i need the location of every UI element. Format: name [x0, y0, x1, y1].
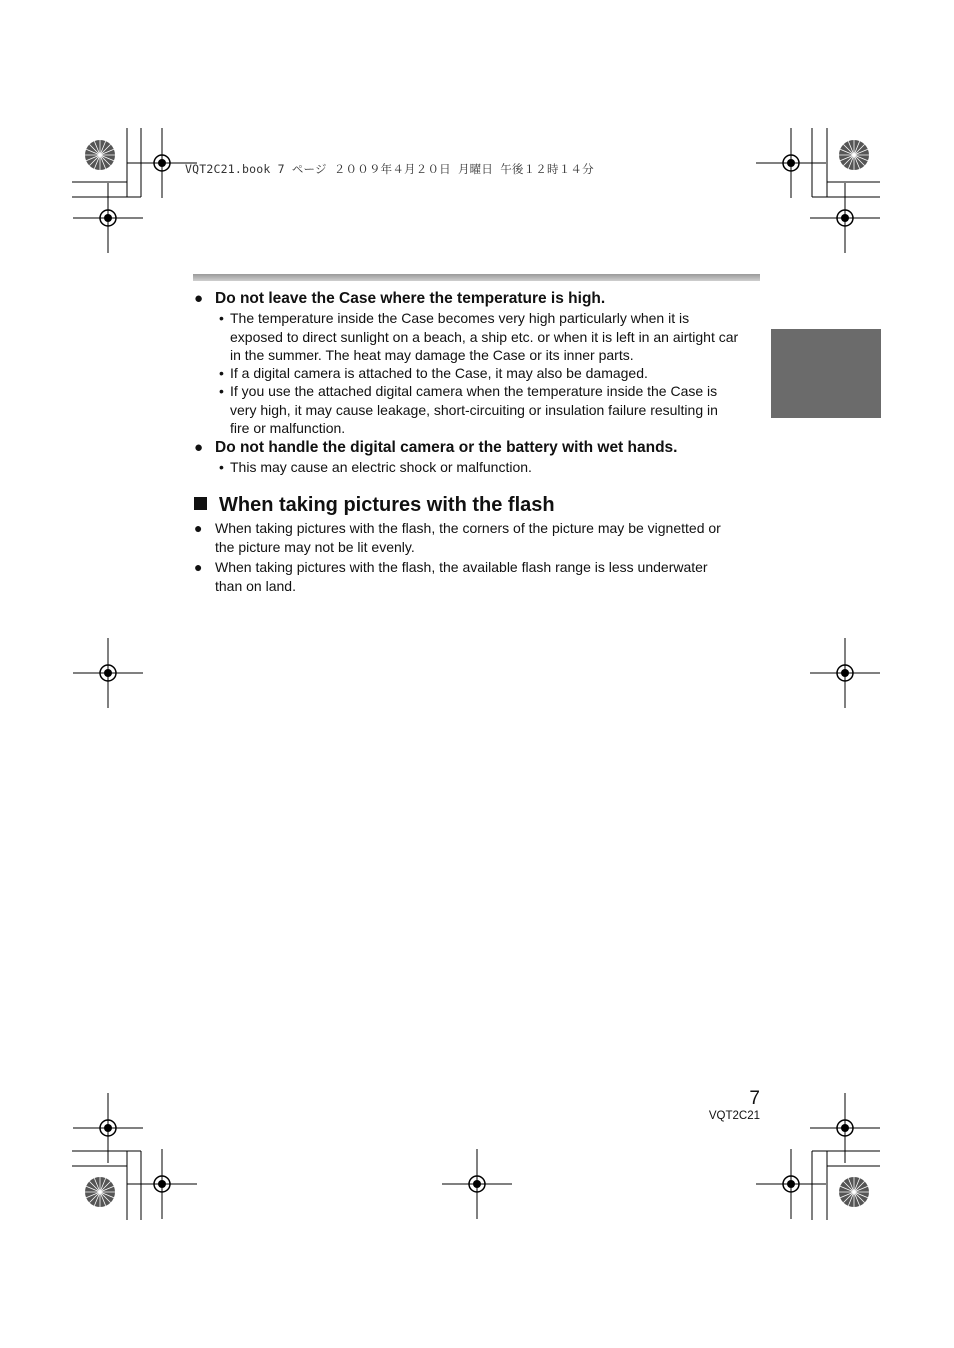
- file-info-header: VQT2C21.book 7 ページ ２００９年４月２０日 月曜日 午後１２時１４分: [185, 162, 594, 176]
- flash-note: When taking pictures with the flash, the corners of the picture may be vignetted or the picture may not be lit evenly.: [215, 520, 721, 555]
- rosette-icon: [85, 1177, 115, 1207]
- sub-bullet-item: • This may cause an electric shock or malfunction.: [219, 459, 532, 475]
- sub-bullet-icon: •: [219, 365, 224, 381]
- crosshair-icon: [73, 638, 143, 708]
- sub-bullet-item: • If a digital camera is attached to the Case, it may also be damaged.: [219, 365, 648, 381]
- crosshair-icon: [810, 1093, 880, 1163]
- square-bullet-icon: [194, 497, 207, 510]
- rosette-icon: [839, 1177, 869, 1207]
- rosette-icon: [839, 140, 869, 170]
- crosshair-icon: [756, 1149, 826, 1219]
- sub-bullet-icon: •: [219, 310, 224, 326]
- rosette-icon: [85, 140, 115, 170]
- flash-note: When taking pictures with the flash, the available flash range is less underwater than on land.: [215, 559, 708, 594]
- warning-heading: Do not leave the Case where the temperature is high.: [215, 290, 606, 307]
- sub-bullet-item: • If you use the attached digital camera when the temperature inside the Case is very high, it may cause leakage, short-circuiting or insulation failure resulting in fire or malfunction.: [219, 383, 718, 436]
- crosshair-icon: [442, 1149, 512, 1219]
- crosshair-icon: [73, 183, 143, 253]
- crosshair-icon: [127, 1149, 197, 1219]
- bullet-icon: ●: [194, 559, 203, 575]
- bullet-icon: ●: [194, 439, 204, 456]
- crosshair-icon: [756, 128, 826, 198]
- sub-bullet-icon: •: [219, 459, 224, 475]
- section-heading: When taking pictures with the flash: [194, 494, 555, 517]
- bullet-icon: ●: [194, 290, 204, 307]
- crosshair-icon: [73, 1093, 143, 1163]
- section-rule: [193, 274, 760, 281]
- sub-bullet-icon: •: [219, 383, 224, 399]
- warning-heading: Do not handle the digital camera or the battery with wet hands.: [215, 439, 678, 456]
- page-number: 7: [749, 1088, 760, 1109]
- bullet-icon: ●: [194, 520, 203, 536]
- crosshair-icon: [810, 638, 880, 708]
- side-tab: [771, 329, 881, 418]
- sub-bullet-item: • The temperature inside the Case becomes very high particularly when it is exposed to direct sunlight on a beach, a ship etc. or when it is left in an airtight car in the summer. The heat may damage the Case or its inner parts.: [219, 310, 739, 363]
- crosshair-icon: [810, 183, 880, 253]
- document-code: VQT2C21: [708, 1110, 760, 1122]
